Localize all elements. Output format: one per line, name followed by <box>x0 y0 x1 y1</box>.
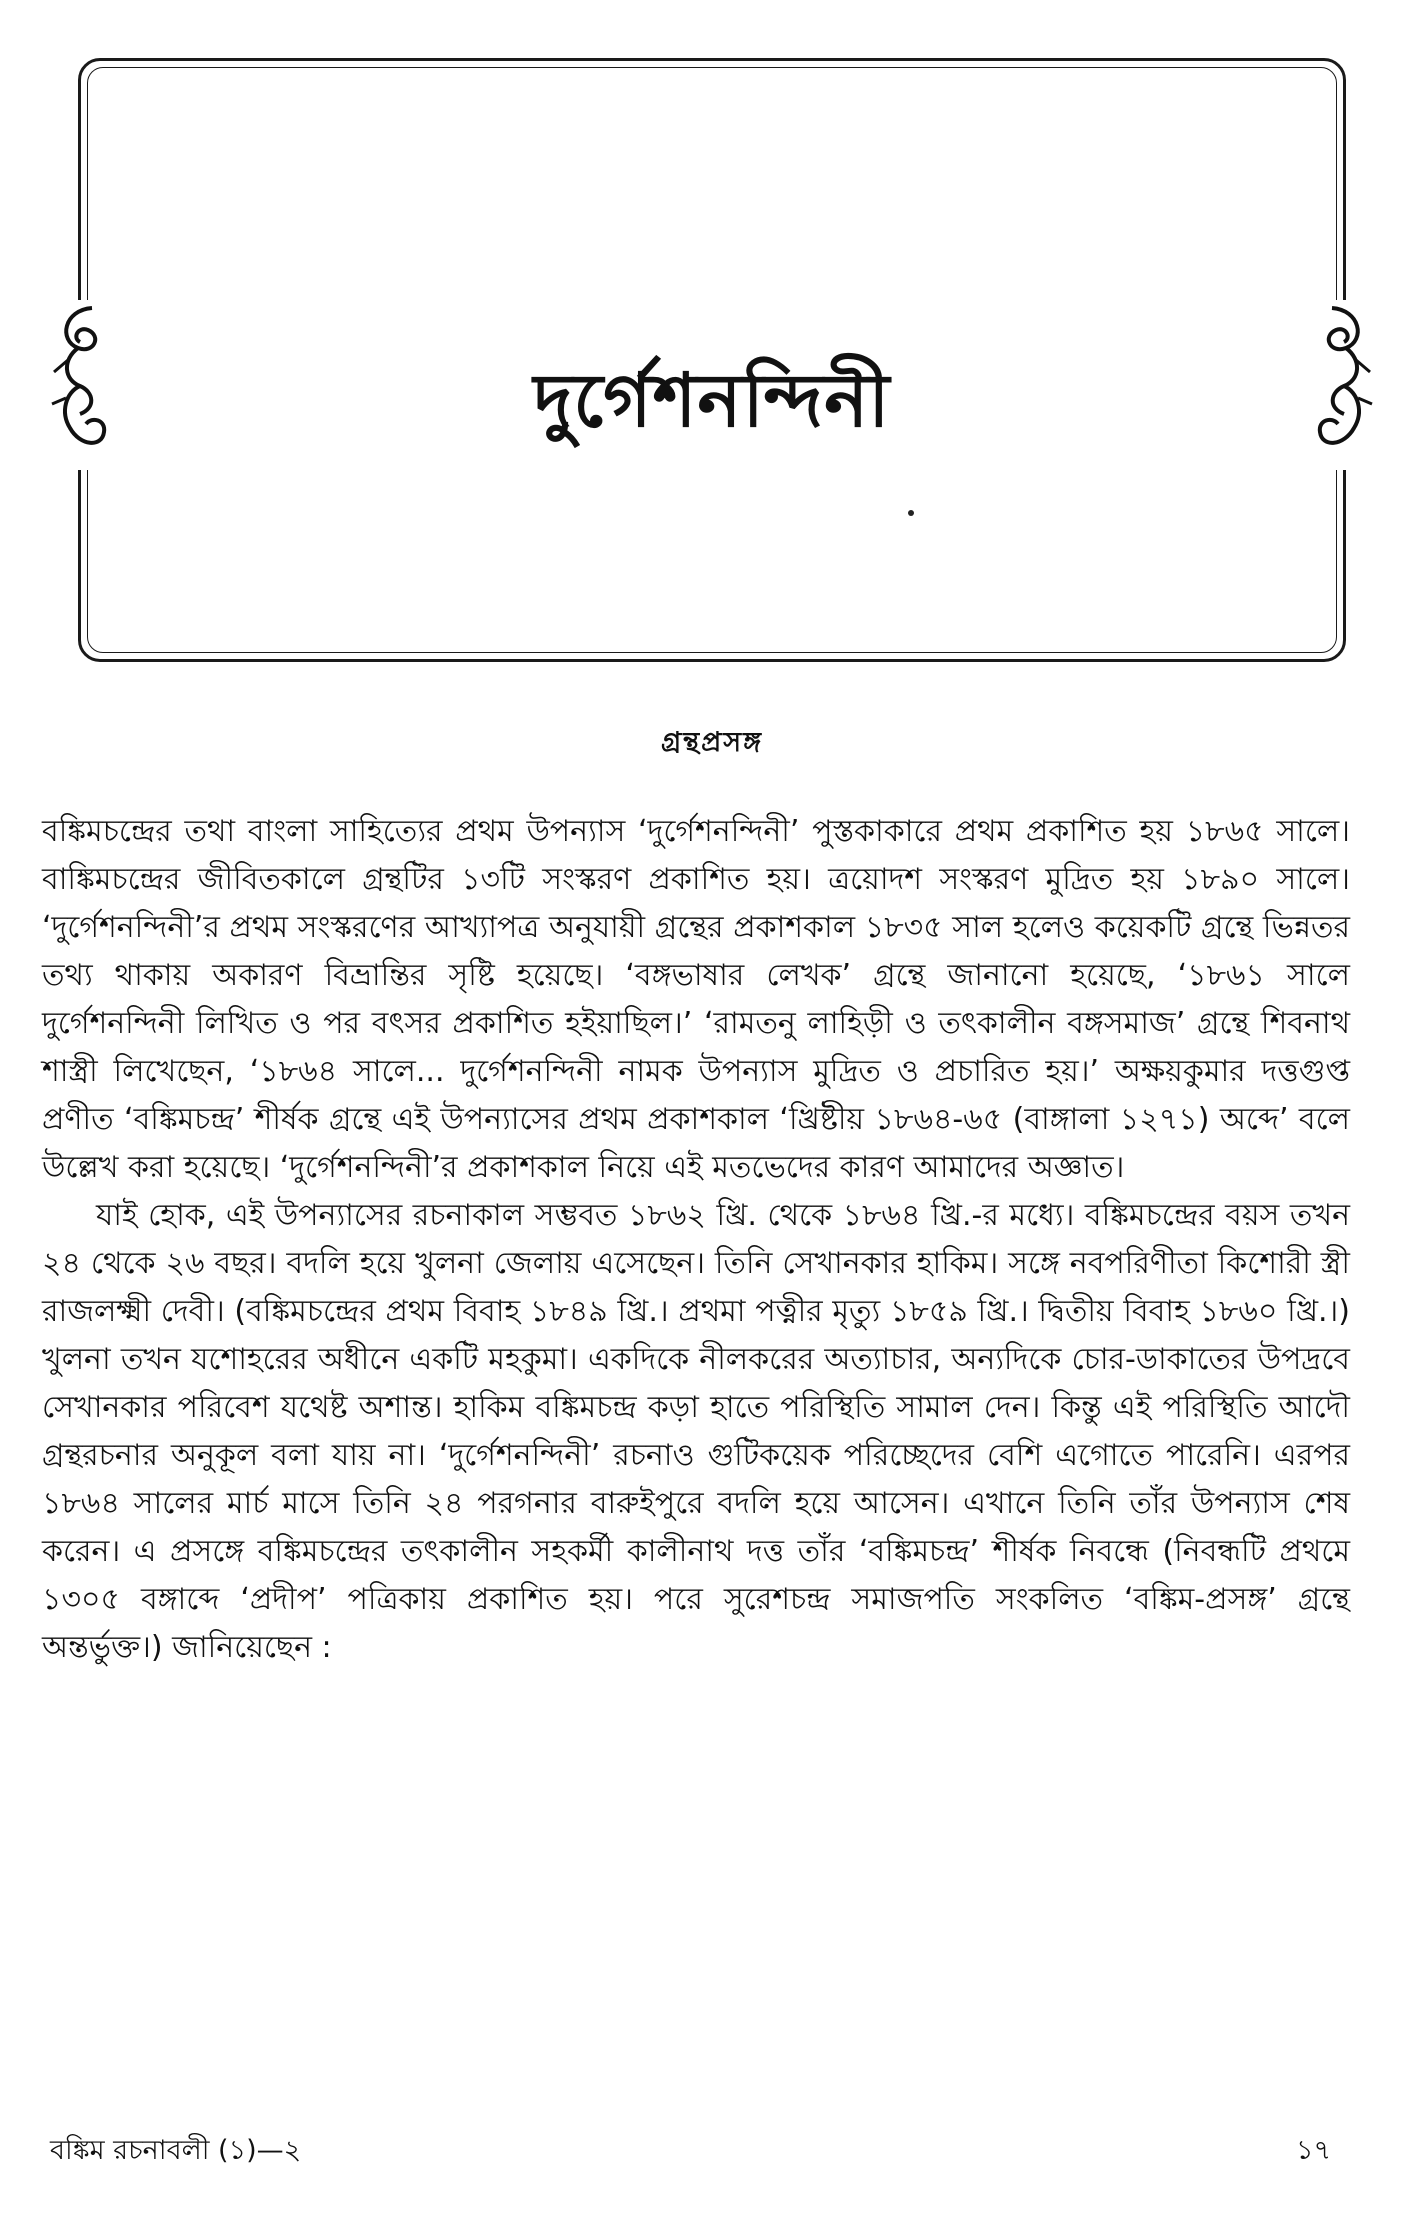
section-heading: গ্রন্থপ্রসঙ্গ <box>660 727 764 758</box>
paragraph: যাই হোক, এই উপন্যাসের রচনাকাল সম্ভবত ১৮৬২ খ্রি. থেকে ১৮৬৪ খ্রি.-র মধ্যে। বঙ্কিমচন্দ্রের বয়স তখন ২৪ থেকে ২৬ বছর। বদলি হয়ে খুলনা জেলায় এসেছেন। তিনি সেখানকার হাকিম। সঙ্গে নবপরিণীতা কিশোরী স্ত্রী রাজলক্ষ্মী দেবী। (বঙ্কিমচন্দ্রের প্রথম বিবাহ ১৮৪৯ খ্রি.। প্রথমা পত্নীর মৃত্যু ১৮৫৯ খ্রি.। দ্বিতীয় বিবাহ ১৮৬০ খ্রি.।) খুলনা তখন যশোহরের অধীনে একটি মহকুমা। একদিকে নীলকরের অত্যাচার, অন্যদিকে চোর-ডাকাতের উপদ্রবে সেখানকার পরিবেশ যথেষ্ট অশান্ত। হাকিম বঙ্কিমচন্দ্র কড়া হাতে পরিস্থিতি সামাল দেন। কিন্তু এই পরিস্থিতি আদৌ গ্রন্থরচনার অনুকূল বলা যায় না। ‘দুর্গেশনন্দিনী’ রচনাও গুটিকয়েক পরিচ্ছেদের বেশি এগোতে পারেনি। এরপর ১৮৬৪ সালের মার্চ মাসে তিনি ২৪ পরগনার বারুইপুরে বদলি হয়ে আসেন। এখানে তিনি তাঁর উপন্যাস শেষ করেন। এ প্রসঙ্গে বঙ্কিমচন্দ্রের তৎকালীন সহকর্মী কালীনাথ দত্ত তাঁর ‘বঙ্কিমচন্দ্র’ শীর্ষক নিবন্ধে (নিবন্ধটি প্রথমে ১৩০৫ বঙ্গাব্দে ‘প্রদীপ’ পত্রিকায় প্রকাশিত হয়। পরে সুরেশচন্দ্র সমাজপতি সংকলিত ‘বঙ্কিম-প্রসঙ্গ’ গ্রন্থে অন্তর্ভুক্ত।) জানিয়েছেন : <box>42 1198 1350 1665</box>
page-number: ১৭ <box>1296 2135 1332 2166</box>
print-speck <box>908 510 914 516</box>
chapter-title: দুর্গেশনন্দিনী <box>533 358 891 444</box>
paragraph: বঙ্কিমচন্দ্রের তথা বাংলা সাহিত্যের প্রথম উপন্যাস ‘দুর্গেশনন্দিনী’ পুস্তকাকারে প্রথম প্রকাশিত হয় ১৮৬৫ সালে। বাঙ্কিমচন্দ্রের জীবিতকালে গ্রন্থটির ১৩টি সংস্করণ প্রকাশিত হয়। ত্রয়োদশ সংস্করণ মুদ্রিত হয় ১৮৯০ সালে। ‘দুর্গেশনন্দিনী’র প্রথম সংস্করণের আখ্যাপত্র অনুযায়ী গ্রন্থের প্রকাশকাল ১৮৩৫ সাল হলেও কয়েকটি গ্রন্থে ভিন্নতর তথ্য থাকায় অকারণ বিভ্রান্তির সৃষ্টি হয়েছে। ‘বঙ্গভাষার লেখক’ গ্রন্থে জানানো হয়েছে, ‘১৮৬১ সালে দুর্গেশনন্দিনী লিখিত ও পর বৎসর প্রকাশিত হইয়াছিল।’ ‘রামতনু লাহিড়ী ও তৎকালীন বঙ্গসমাজ’ গ্রন্থে শিবনাথ শাস্ত্রী লিখেছেন, ‘১৮৬৪ সালে... দুর্গেশনন্দিনী নামক উপন্যাস মুদ্রিত ও প্রচারিত হয়।’ অক্ষয়কুমার দত্তগুপ্ত প্রণীত ‘বঙ্কিমচন্দ্র’ শীর্ষক গ্রন্থে এই উপন্যাসের প্রথম প্রকাশকাল ‘খ্রিষ্টীয় ১৮৬৪-৬৫ (বাঙ্গালা ১২৭১) অব্দে’ বলে উল্লেখ করা হয়েছে। ‘দুর্গেশনন্দিনী’র প্রকাশকাল নিয়ে এই মতভেদের কারণ আমাদের অজ্ঞাত। <box>42 814 1350 1185</box>
footer-book-title: বঙ্কিম রচনাবলী (১)—২ <box>50 2135 302 2166</box>
body-text <box>42 808 1350 1672</box>
